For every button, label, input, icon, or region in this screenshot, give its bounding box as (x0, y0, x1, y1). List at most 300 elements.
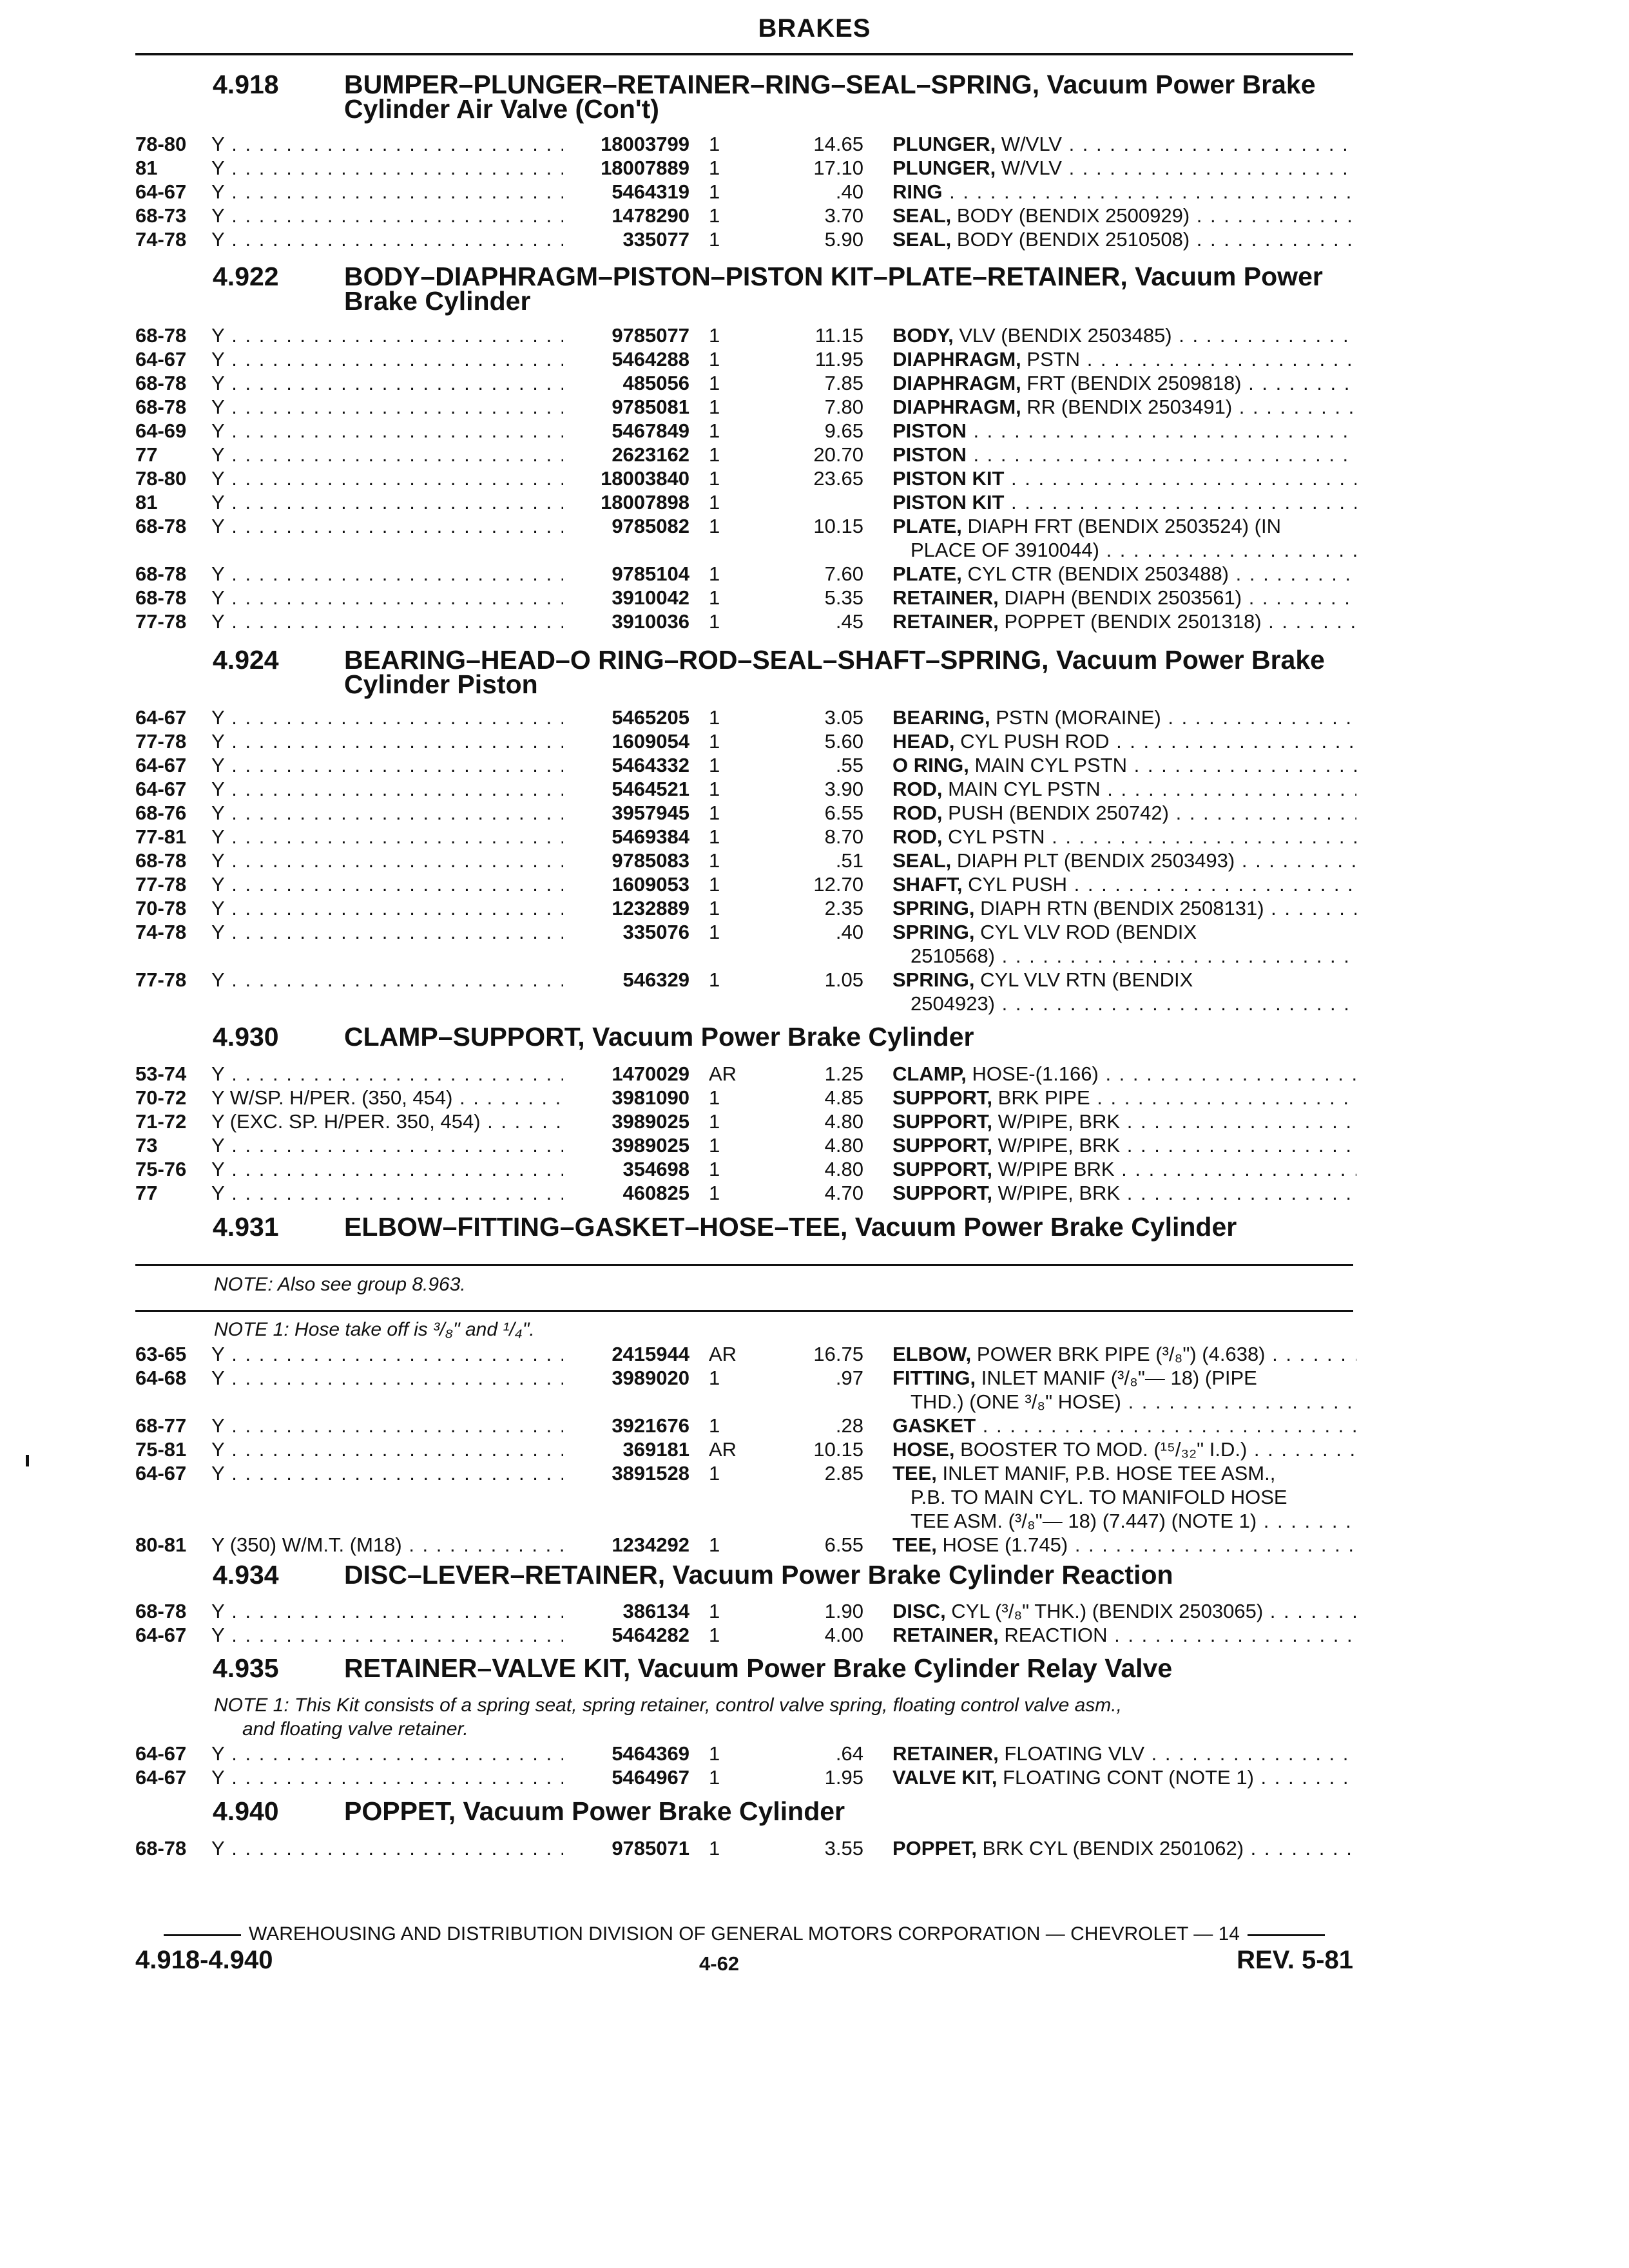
description-line: PLATE, CYL CTR (BENDIX 2503488) . . . (892, 562, 1356, 586)
part-name: ELBOW, (892, 1343, 972, 1365)
application: Y . . . (211, 323, 563, 347)
price: 2.35 (824, 897, 863, 919)
description-line (892, 443, 1356, 466)
part-number: 3910036 (612, 610, 689, 633)
part-name: SUPPORT, (892, 1158, 993, 1180)
part-number: 18003799 (601, 133, 689, 155)
description-line: SPRING, DIAPH RTN (BENDIX 2508131) . . . (892, 896, 1356, 920)
model-years: 68-78 (135, 586, 187, 609)
price: 10.15 (813, 1438, 863, 1461)
description-line: ELBOW, POWER BRK PIPE (³/₈") (4.638) . . . (892, 1342, 1356, 1366)
quantity: AR (709, 1343, 737, 1365)
part-name: PLATE, (892, 515, 962, 537)
description-line (892, 419, 1356, 443)
description-line: TEE, INLET MANIF, P.B. HOSE TEE ASM., (892, 1462, 1276, 1485)
description-line: RETAINER, FLOATING VLV . . . (892, 1742, 1356, 1765)
model-years: 77-81 (135, 825, 187, 848)
model-years: 78-80 (135, 133, 187, 155)
part-description (892, 801, 1356, 825)
quantity: 1 (709, 921, 720, 943)
model-years: 77-78 (135, 730, 187, 753)
description-line: SEAL, BODY (BENDIX 2510508) . . . (892, 227, 1356, 251)
description-line: RETAINER, REACTION . . . (892, 1623, 1356, 1647)
price: 4.80 (824, 1158, 863, 1180)
model-years: 74-78 (135, 228, 187, 251)
quantity: 1 (709, 324, 720, 347)
part-description (892, 753, 1356, 777)
model-years: 64-67 (135, 706, 187, 729)
model-years: 64-67 (135, 754, 187, 776)
section-note: NOTE 1: Hose take off is ³/₈" and ¹/₄". (214, 1319, 535, 1340)
description-line: PLACE OF 3910044) . . . (892, 538, 1356, 562)
part-name: PISTON (892, 443, 967, 466)
part-description (892, 1086, 1356, 1110)
price: 5.60 (824, 730, 863, 753)
quantity: 1 (709, 348, 720, 370)
price: 1.25 (824, 1062, 863, 1085)
part-number: 5464521 (612, 778, 689, 800)
part-name: PLUNGER, (892, 157, 996, 179)
quantity: 1 (709, 1837, 720, 1860)
quantity: 1 (709, 1462, 720, 1485)
price: 10.15 (813, 515, 863, 537)
section-name: BODY–DIAPHRAGM–PISTON–PISTON KIT–PLATE–RETAINER, Vacuum Power Brake Cylinder (344, 262, 1323, 316)
section-name: RETAINER–VALVE KIT, Vacuum Power Brake Cylinder Relay Valve (344, 1653, 1173, 1683)
quantity: 1 (709, 873, 720, 896)
footer-group-range: 4.918-4.940 (135, 1946, 273, 1974)
quantity: 1 (709, 706, 720, 729)
price: .64 (835, 1742, 863, 1765)
page-header: BRAKES (758, 14, 871, 43)
part-number: 3989025 (612, 1134, 689, 1157)
part-number: 1478290 (612, 204, 689, 227)
part-name: SUPPORT, (892, 1134, 993, 1157)
part-number: 5467849 (612, 419, 689, 442)
quantity: 1 (709, 802, 720, 824)
part-number: 9785082 (612, 515, 689, 537)
part-number: 5464332 (612, 754, 689, 776)
part-name: HEAD, (892, 730, 955, 753)
part-number: 3891528 (612, 1462, 689, 1485)
part-name: HOSE, (892, 1438, 955, 1461)
description-line: 2504923) . . . (892, 992, 1356, 1015)
part-description (892, 1366, 1356, 1414)
price: 7.80 (824, 396, 863, 418)
part-number: 485056 (622, 372, 689, 394)
part-name: VALVE KIT, (892, 1766, 998, 1789)
quantity: 1 (709, 1414, 720, 1437)
application: Y . . . (211, 347, 563, 371)
part-name: DIAPHRAGM, (892, 348, 1021, 370)
quantity: 1 (709, 419, 720, 442)
quantity: 1 (709, 1600, 720, 1622)
price: 14.65 (813, 133, 863, 155)
model-years: 78-80 (135, 467, 187, 490)
part-name: SUPPORT, (892, 1182, 993, 1204)
application: Y . . . (211, 443, 563, 466)
quantity: 1 (709, 1766, 720, 1789)
section-number: 4.931 (213, 1212, 279, 1242)
part-number: 1234292 (612, 1533, 689, 1556)
model-years: 71-72 (135, 1110, 187, 1133)
part-description (892, 610, 1356, 633)
application: Y . . . (211, 825, 563, 849)
description-line: DIAPHRAGM, FRT (BENDIX 2509818) . . . (892, 371, 1356, 395)
model-years: 64-67 (135, 1462, 187, 1485)
price: 16.75 (813, 1343, 863, 1365)
quantity: 1 (709, 1086, 720, 1109)
section-note: NOTE: Also see group 8.963. (214, 1274, 466, 1295)
model-years: 68-76 (135, 802, 187, 824)
section-number: 4.918 (213, 70, 279, 99)
price: 3.55 (824, 1837, 863, 1860)
part-name: RING (892, 180, 943, 203)
model-years: 81 (135, 491, 158, 514)
description-line: TEE, HOSE (1.745) . . . (892, 1533, 1356, 1557)
part-number: 335076 (622, 921, 689, 943)
part-number: 18007889 (601, 157, 689, 179)
quantity: 1 (709, 1110, 720, 1133)
quantity: 1 (709, 968, 720, 991)
part-name: DIAPHRAGM, (892, 372, 1021, 394)
price: 5.90 (824, 228, 863, 251)
part-description (892, 1765, 1356, 1789)
part-number: 1609054 (612, 730, 689, 753)
quantity: 1 (709, 491, 720, 514)
part-number: 9785104 (612, 562, 689, 585)
part-name: SEAL, (892, 228, 952, 251)
section-rule (135, 1310, 1353, 1312)
part-number: 335077 (622, 228, 689, 251)
application: Y . . . (211, 204, 563, 227)
part-number: 460825 (622, 1182, 689, 1204)
part-name: DIAPHRAGM, (892, 396, 1021, 418)
price: 6.55 (824, 1533, 863, 1556)
quantity: 1 (709, 825, 720, 848)
price: 1.90 (824, 1600, 863, 1622)
price: .45 (835, 610, 863, 633)
application: Y . . . (211, 395, 563, 419)
description-line (892, 180, 1356, 204)
quantity: 1 (709, 754, 720, 776)
application: Y . . . (211, 132, 563, 156)
margin-mark (26, 1455, 29, 1466)
quantity: 1 (709, 1367, 720, 1389)
quantity: 1 (709, 157, 720, 179)
price: .55 (835, 754, 863, 776)
description-line: SUPPORT, W/PIPE BRK . . . (892, 1157, 1356, 1181)
quantity: 1 (709, 1533, 720, 1556)
price: .51 (835, 849, 863, 872)
description-line: O RING, MAIN CYL PSTN . . . (892, 753, 1356, 777)
application: Y . . . (211, 706, 563, 729)
quantity: 1 (709, 562, 720, 585)
part-description (892, 1461, 1356, 1533)
part-name: POPPET, (892, 1837, 977, 1860)
part-number: 1470029 (612, 1062, 689, 1085)
part-number: 2623162 (612, 443, 689, 466)
description-line: SPRING, CYL VLV RTN (BENDIX (892, 968, 1193, 991)
price: 4.80 (824, 1110, 863, 1133)
section-rule (135, 1264, 1353, 1266)
part-number: 5464288 (612, 348, 689, 370)
quantity: 1 (709, 228, 720, 251)
section-name: CLAMP–SUPPORT, Vacuum Power Brake Cylinder (344, 1022, 974, 1052)
section-number: 4.930 (213, 1022, 279, 1052)
part-description (892, 1133, 1356, 1157)
part-name: CLAMP, (892, 1062, 967, 1085)
footer-page-number: 4-62 (699, 1952, 740, 1975)
model-years: 64-69 (135, 419, 187, 442)
section-name: DISC–LEVER–RETAINER, Vacuum Power Brake Cylinder Reaction (344, 1560, 1173, 1590)
quantity: AR (709, 1438, 737, 1461)
part-number: 18007898 (601, 491, 689, 514)
model-years: 68-78 (135, 396, 187, 418)
part-name: ROD, (892, 825, 943, 848)
part-number: 18003840 (601, 467, 689, 490)
quantity: 1 (709, 610, 720, 633)
price: 4.85 (824, 1086, 863, 1109)
application: Y . . . (211, 872, 563, 896)
part-description (892, 825, 1356, 849)
application: Y (350) W/M.T. (M18) . . . (211, 1533, 563, 1557)
quantity: 1 (709, 396, 720, 418)
application: Y . . . (211, 1342, 563, 1366)
part-description (892, 395, 1356, 419)
part-description (892, 968, 1356, 1015)
section-name: ELBOW–FITTING–GASKET–HOSE–TEE, Vacuum Power Brake Cylinder (344, 1212, 1237, 1242)
part-description (892, 1533, 1356, 1557)
part-number: 9785077 (612, 324, 689, 347)
part-description (892, 180, 1356, 204)
part-description (892, 872, 1356, 896)
application: Y . . . (211, 419, 563, 443)
description-line (892, 1414, 1356, 1437)
model-years: 68-78 (135, 1837, 187, 1860)
price: .40 (835, 180, 863, 203)
quantity: 1 (709, 1624, 720, 1646)
description-line: PLUNGER, W/VLV . . . (892, 132, 1356, 156)
application: Y . . . (211, 1836, 563, 1860)
description-line: THD.) (ONE ³/₈" HOSE) . . . (892, 1390, 1356, 1414)
part-description (892, 920, 1356, 968)
model-years: 68-78 (135, 324, 187, 347)
model-years: 70-72 (135, 1086, 187, 1109)
application: Y . . . (211, 562, 563, 586)
description-line: P.B. TO MAIN CYL. TO MANIFOLD HOSE (911, 1486, 1287, 1508)
part-number: 5464282 (612, 1624, 689, 1646)
part-number: 386134 (622, 1600, 689, 1622)
description-line: VALVE KIT, FLOATING CONT (NOTE 1) . . . (892, 1765, 1356, 1789)
description-line: PLUNGER, W/VLV . . . (892, 156, 1356, 180)
part-name: DISC, (892, 1600, 946, 1622)
quantity: 1 (709, 730, 720, 753)
price: .40 (835, 921, 863, 943)
application: Y . . . (211, 490, 563, 514)
application: Y . . . (211, 1157, 563, 1181)
part-description (892, 443, 1356, 466)
part-description (892, 1599, 1356, 1623)
part-description (892, 371, 1356, 395)
part-description (892, 1157, 1356, 1181)
part-name: PISTON (892, 419, 967, 442)
description-line: DIAPHRAGM, RR (BENDIX 2503491) . . . (892, 395, 1356, 419)
section-number: 4.935 (213, 1653, 279, 1683)
quantity: AR (709, 1062, 737, 1085)
part-number: 1609053 (612, 873, 689, 896)
model-years: 68-73 (135, 204, 187, 227)
model-years: 64-67 (135, 1742, 187, 1765)
part-description (892, 1342, 1356, 1366)
part-description (892, 347, 1356, 371)
quantity: 1 (709, 1158, 720, 1180)
section-name: BUMPER–PLUNGER–RETAINER–RING–SEAL–SPRING, Vacuum Power Brake Cylinder Air Valve (Con't) (344, 70, 1316, 124)
quantity: 1 (709, 467, 720, 490)
description-line: SUPPORT, W/PIPE, BRK . . . (892, 1110, 1356, 1133)
part-number: 5465205 (612, 706, 689, 729)
description-line: RETAINER, POPPET (BENDIX 2501318) . . . (892, 610, 1356, 633)
part-name: SPRING, (892, 897, 975, 919)
part-name: RETAINER, (892, 1624, 999, 1646)
application: Y . . . (211, 371, 563, 395)
part-description (892, 323, 1356, 347)
part-description (892, 706, 1356, 729)
price: 9.65 (824, 419, 863, 442)
application: Y . . . (211, 1599, 563, 1623)
description-line: SUPPORT, W/PIPE, BRK . . . (892, 1181, 1356, 1205)
part-number: 9785081 (612, 396, 689, 418)
description-line: HEAD, CYL PUSH ROD . . . (892, 729, 1356, 753)
part-name: FITTING, (892, 1367, 976, 1389)
section-name: POPPET, Vacuum Power Brake Cylinder (344, 1796, 845, 1826)
description-line: POPPET, BRK CYL (BENDIX 2501062) . . . (892, 1836, 1356, 1860)
part-description (892, 1742, 1356, 1765)
part-name: ROD, (892, 778, 943, 800)
quantity: 1 (709, 133, 720, 155)
part-description (892, 204, 1356, 227)
description-line: CLAMP, HOSE-(1.166) . . . (892, 1062, 1356, 1086)
model-years: 64-68 (135, 1367, 187, 1389)
part-number: 3921676 (612, 1414, 689, 1437)
quantity: 1 (709, 1134, 720, 1157)
part-description (892, 1062, 1356, 1086)
part-description (892, 227, 1356, 251)
model-years: 64-67 (135, 1624, 187, 1646)
part-name: PLATE, (892, 562, 962, 585)
description-line: SHAFT, CYL PUSH . . . (892, 872, 1356, 896)
part-name: BODY, (892, 324, 954, 347)
application: Y . . . (211, 968, 563, 992)
quantity: 1 (709, 897, 720, 919)
price: 5.35 (824, 586, 863, 609)
model-years: 80-81 (135, 1533, 187, 1556)
part-number: 5464319 (612, 180, 689, 203)
application: Y . . . (211, 801, 563, 825)
application: Y . . . (211, 1742, 563, 1765)
section-note: NOTE 1: This Kit consists of a spring seat, spring retainer, control valve spring, floating control valve asm., (214, 1695, 1122, 1716)
description-line (892, 466, 1356, 490)
section-number: 4.922 (213, 262, 279, 291)
description-line: BEARING, PSTN (MORAINE) . . . (892, 706, 1356, 729)
quantity: 1 (709, 515, 720, 537)
part-name: PLUNGER, (892, 133, 996, 155)
model-years: 63-65 (135, 1343, 187, 1365)
model-years: 64-67 (135, 348, 187, 370)
part-description (892, 132, 1356, 156)
model-years: 77-78 (135, 968, 187, 991)
model-years: 64-67 (135, 778, 187, 800)
part-description (892, 777, 1356, 801)
part-description (892, 466, 1356, 490)
price: 3.70 (824, 204, 863, 227)
model-years: 68-77 (135, 1414, 187, 1437)
model-years: 75-76 (135, 1158, 187, 1180)
description-line: DIAPHRAGM, PSTN . . . (892, 347, 1356, 371)
part-name: RETAINER, (892, 610, 999, 633)
application: Y . . . (211, 1181, 563, 1205)
section-note: and floating valve retainer. (242, 1718, 468, 1740)
application: Y . . . (211, 1133, 563, 1157)
description-line (892, 490, 1356, 514)
part-name: SEAL, (892, 849, 952, 872)
price: .28 (835, 1414, 863, 1437)
part-description (892, 896, 1356, 920)
part-number: 2415944 (612, 1343, 689, 1365)
part-number: 369181 (622, 1438, 689, 1461)
part-name: TEE, (892, 1462, 937, 1485)
part-number: 3981090 (612, 1086, 689, 1109)
part-name: RETAINER, (892, 586, 999, 609)
price: 4.80 (824, 1134, 863, 1157)
description-line: SUPPORT, BRK PIPE . . . (892, 1086, 1356, 1110)
price: 23.65 (813, 467, 863, 490)
part-number: 546329 (622, 968, 689, 991)
price: 17.10 (813, 157, 863, 179)
part-description (892, 1437, 1356, 1461)
part-name: SHAFT, (892, 873, 963, 896)
part-description (892, 562, 1356, 586)
part-description (892, 1181, 1356, 1205)
description-line: RETAINER, DIAPH (BENDIX 2503561) . . . (892, 586, 1356, 610)
part-name: O RING, (892, 754, 969, 776)
quantity: 1 (709, 372, 720, 394)
price: 11.15 (815, 324, 863, 347)
application: Y . . . (211, 849, 563, 872)
model-years: 68-78 (135, 1600, 187, 1622)
part-number: 354698 (622, 1158, 689, 1180)
part-number: 1232889 (612, 897, 689, 919)
quantity: 1 (709, 586, 720, 609)
model-years: 53-74 (135, 1062, 187, 1085)
part-name: SUPPORT, (892, 1086, 993, 1109)
model-years: 68-78 (135, 562, 187, 585)
price: 3.05 (824, 706, 863, 729)
part-name: PISTON KIT (892, 491, 1005, 514)
model-years: 77-78 (135, 610, 187, 633)
part-number: 9785083 (612, 849, 689, 872)
part-number: 5464369 (612, 1742, 689, 1765)
price: 2.85 (824, 1462, 863, 1485)
quantity: 1 (709, 443, 720, 466)
model-years: 77-78 (135, 873, 187, 896)
quantity: 1 (709, 1742, 720, 1765)
application: Y . . . (211, 1461, 563, 1485)
description-line: SUPPORT, W/PIPE, BRK . . . (892, 1133, 1356, 1157)
part-description (892, 490, 1356, 514)
price: 1.05 (824, 968, 863, 991)
application: Y . . . (211, 753, 563, 777)
application: Y W/SP. H/PER. (350, 454) . . . (211, 1086, 563, 1110)
